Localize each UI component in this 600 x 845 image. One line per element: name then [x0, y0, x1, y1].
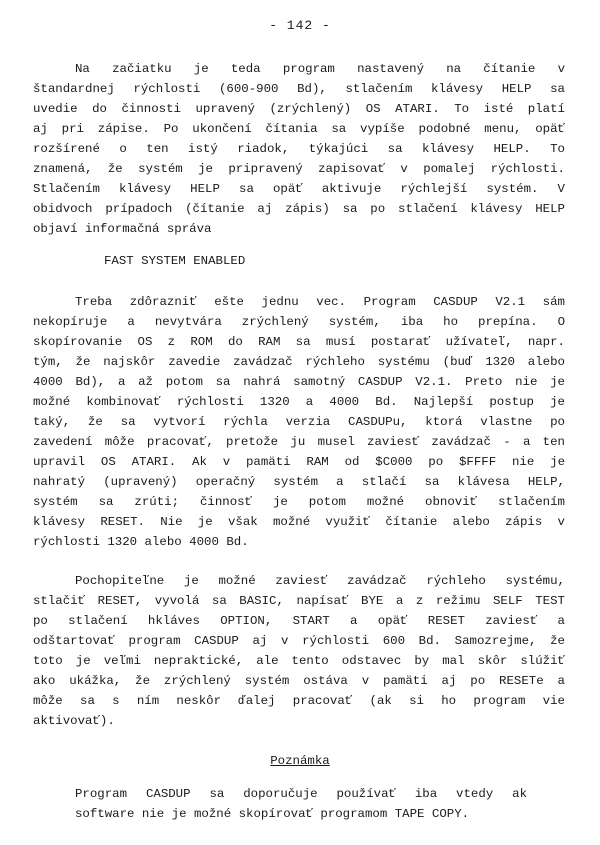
text-line: software nie je možné skopírovať programom TAPE COPY.: [75, 807, 470, 821]
note-title: [0, 754, 600, 768]
text-line: rýchlosti 1320 alebo 4000 Bd.: [33, 535, 249, 549]
text-line: nahratý (upravený) operačný systém a stlačí sa klávesa HELP,: [33, 475, 565, 489]
text-line: možné kombinovať rýchlosti 1320 a 4000 Bd. Najlepší postup je: [33, 395, 565, 409]
text-line: aktivovať).: [33, 714, 115, 728]
system-message: FAST SYSTEM ENABLED: [104, 254, 246, 268]
text-line: štandardnej rýchlosti (600-900 Bd), stlačením klávesy HELP sa: [33, 82, 565, 96]
text-line: tým, že najskôr zavedie zavádzač rýchleho systému (buď 1320 alebo: [33, 355, 565, 369]
text-line: Treba zdôrazniť ešte jednu vec. Program CASDUP V2.1 sám: [75, 295, 565, 309]
text-line: Stlačením klávesy HELP sa opäť aktivuje rýchlejší systém. V: [33, 182, 565, 196]
text-line: 4000 Bd), a až potom sa nahrá samotný CASDUP V2.1. Preto nie je: [33, 375, 565, 389]
text-line: zavedení môže pracovať, pretože ju musel zaviesť zavádzač - a ten: [33, 435, 565, 449]
text-line: obidvoch prípadoch (čítanie aj zápis) sa po stlačení klávesy HELP: [33, 202, 565, 216]
text-line: znamená, že systém je pripravený zapisovať v pomalej rýchlosti.: [33, 162, 565, 176]
text-line: odštartovať program CASDUP aj v rýchlosti 600 Bd. Samozrejme, že: [33, 634, 565, 648]
text-line: Na začiatku je teda program nastavený na čítanie v: [75, 62, 565, 76]
text-line: stlačiť RESET, vyvolá sa BASIC, napísať BYE a z režimu SELF TEST: [33, 594, 565, 608]
page-number: - 142 -: [269, 18, 331, 33]
text-line: aj pri zápise. Po ukončení čítania sa vypíše podobné menu, opäť: [33, 122, 565, 136]
text-line: upravil OS ATARI. Ak v pamäti RAM od $C000 po $FFFF nie je: [33, 455, 565, 469]
text-line: systém sa zrúti; činnosť je potom možné obnoviť stlačením: [33, 495, 565, 509]
text-line: taký, že sa vytvorí rýchla verzia CASDUPu, ktorá vlastne po: [33, 415, 565, 429]
text-line: Pochopiteľne je možné zaviesť zavádzač rýchleho systému,: [75, 574, 565, 588]
text-line: rozšírené o ten istý riadok, týkajúci sa klávesy HELP. To: [33, 142, 565, 156]
text-line: nekopíruje a nevytvára zrýchlený systém, iba ho prepína. O: [33, 315, 565, 329]
text-line: Program CASDUP sa doporučuje používať iba vtedy ak: [75, 787, 527, 801]
text-line: môže sa s ním neskôr ďalej pracovať (ak si ho program vie: [33, 694, 565, 708]
note-title-text: Poznámka: [270, 754, 330, 768]
text-line: po stlačení hkláves OPTION, START a opäť RESET zaviesť a: [33, 614, 565, 628]
text-line: objaví informačná správa: [33, 222, 212, 236]
text-line: klávesy RESET. Nie je však možné využiť čítanie alebo zápis v: [33, 515, 565, 529]
text-line: toto je veľmi nepraktické, ale tento odstavec by mal skôr slúžiť: [33, 654, 565, 668]
text-line: skopírovanie OS z ROM do RAM sa musí postarať užívateľ, napr.: [33, 335, 565, 349]
text-line: ako ukážka, že zrýchlený systém ostáva v pamäti aj po RESETe a: [33, 674, 565, 688]
text-line: uvedie do činnosti upravený (zrýchlený) OS ATARI. To isté platí: [33, 102, 565, 116]
